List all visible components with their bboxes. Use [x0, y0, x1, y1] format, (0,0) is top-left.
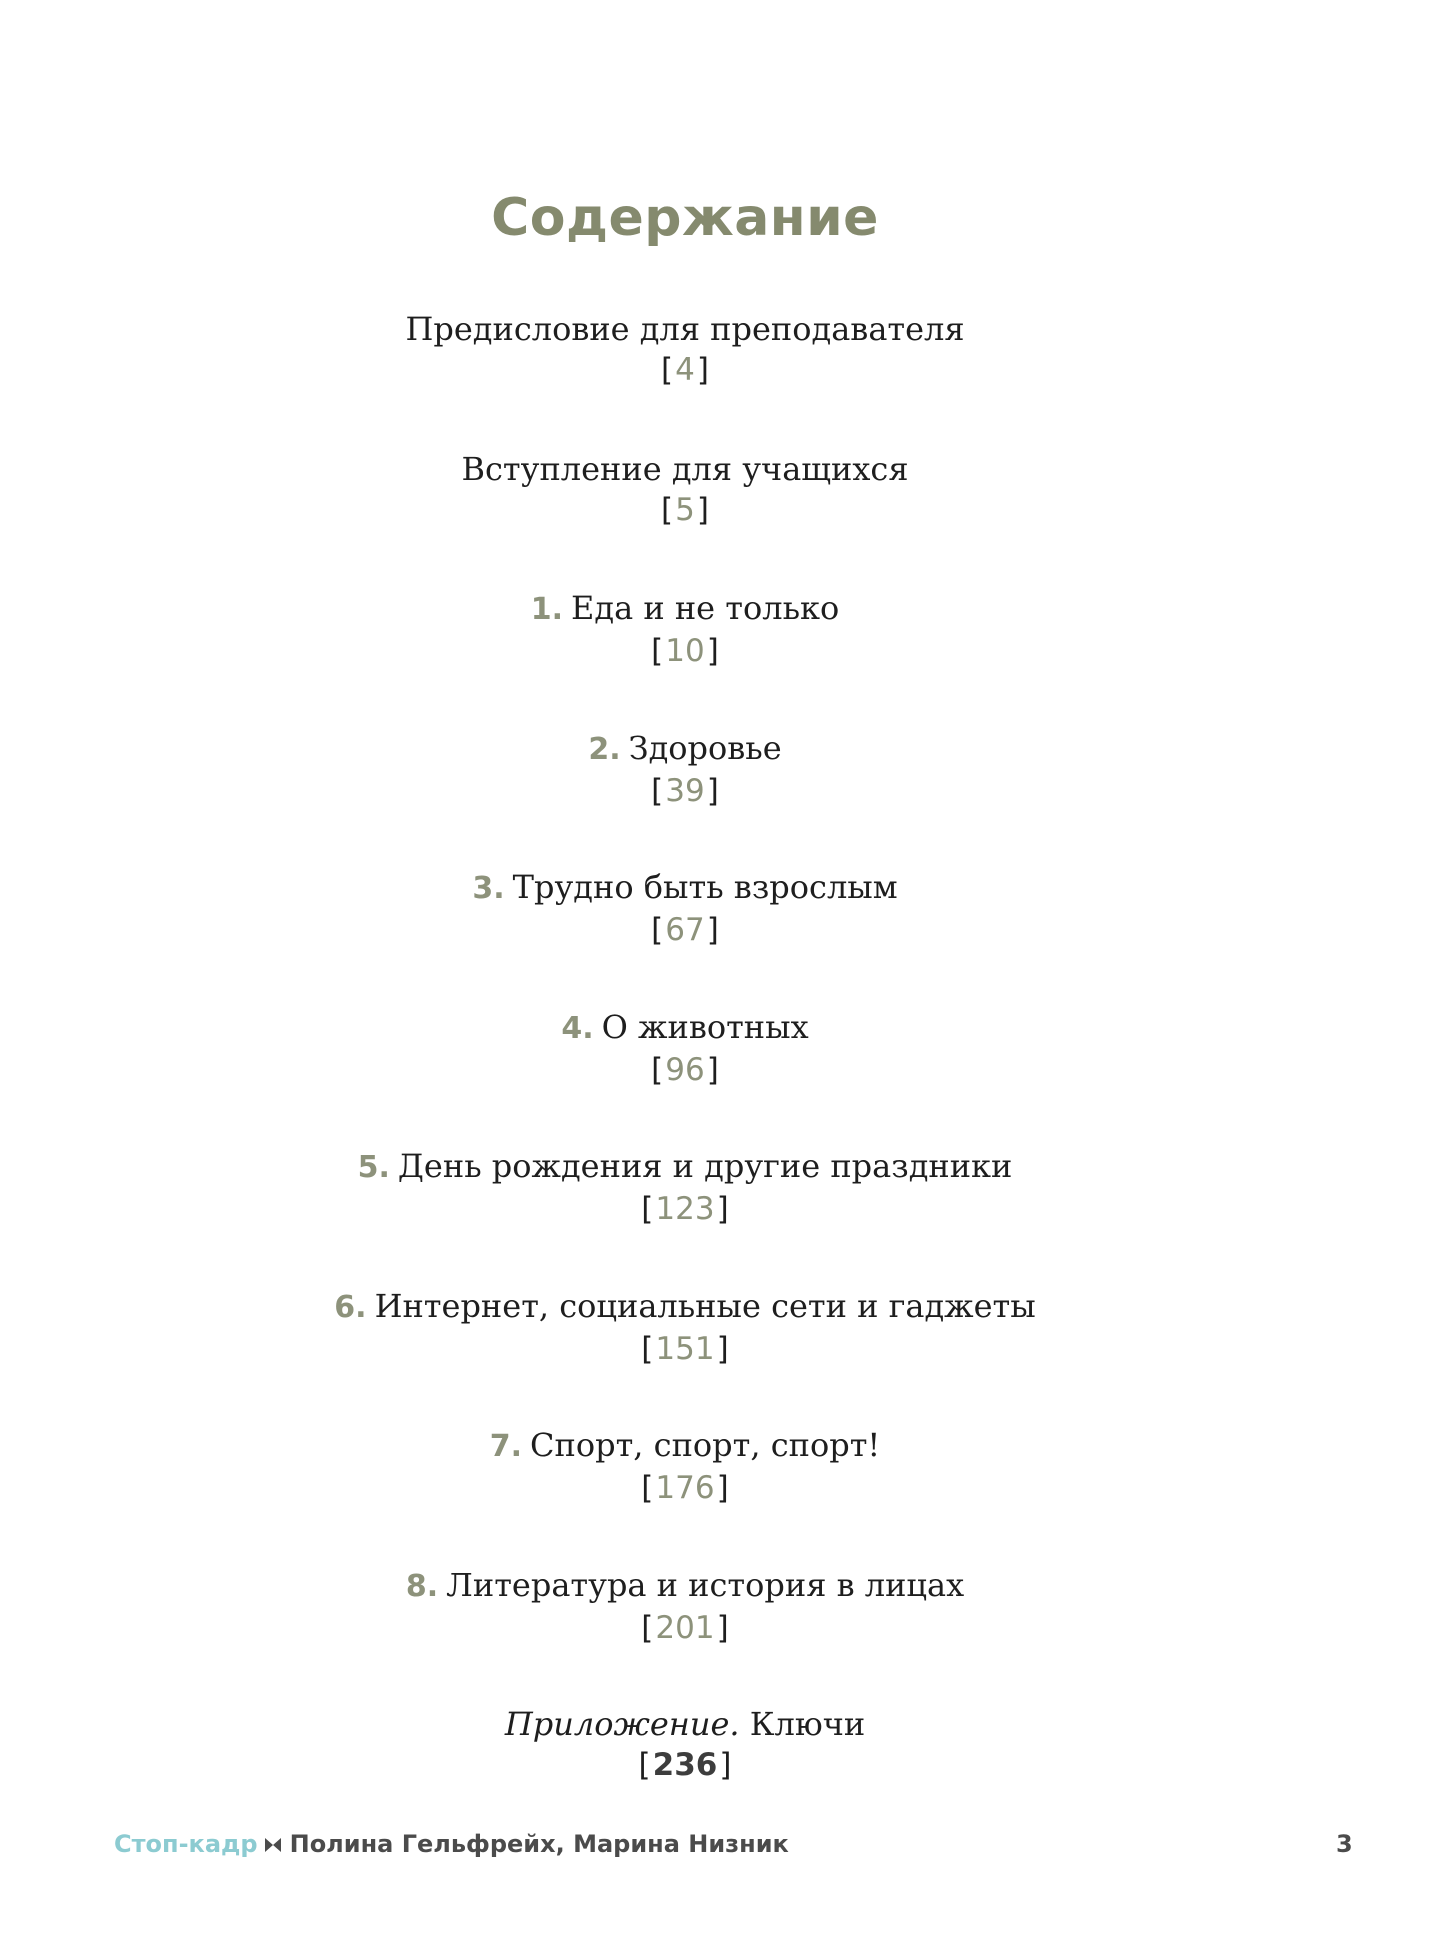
toc-entry-title [0, 587, 1370, 631]
toc-entry-page: [176] [641, 1470, 729, 1506]
chapter-number: 5. [357, 1150, 390, 1185]
chapter-number: 2. [588, 731, 621, 767]
toc-entry-page: [236] [638, 1747, 732, 1783]
toc-page-number: 67 [665, 912, 705, 948]
toc-entry-title [0, 727, 1370, 771]
toc-entry-title [0, 1145, 1370, 1189]
toc-entry-chapter-3 [0, 866, 1370, 1006]
toc-entry-title [0, 448, 1370, 490]
toc-entry-title [0, 1703, 1370, 1745]
toc-entry-title-text: Предисловие для преподавателя [405, 310, 965, 348]
toc-entry-chapter-4 [0, 1006, 1370, 1146]
toc-entry-title-text: О животных [601, 1007, 809, 1046]
toc-entry-title [0, 308, 1370, 350]
toc-entry-preface [0, 308, 1370, 448]
toc-entry-title-text: День рождения и другие праздники [397, 1147, 1013, 1185]
toc-entry-page: [96] [651, 1051, 719, 1088]
toc-entry-title-text: Вступление для учащихся [461, 449, 909, 488]
toc-entry-chapter-1 [0, 587, 1370, 727]
toc-entry-title [0, 1006, 1370, 1050]
table-of-contents [0, 308, 1370, 1843]
toc-entry-title-text: Ключи [749, 1705, 866, 1743]
toc-entry-chapter-2 [0, 727, 1370, 867]
toc-page-number: 151 [655, 1330, 715, 1367]
series-title: Стоп-кадр [114, 1830, 258, 1858]
toc-entry-appendix [0, 1703, 1370, 1843]
chapter-number: 1. [530, 592, 564, 627]
appendix-label: Приложение. [504, 1705, 740, 1743]
toc-entry-introduction [0, 448, 1370, 588]
toc-entry-title-text: Литература и история в лицах [446, 1565, 965, 1604]
toc-page-number: 123 [655, 1191, 715, 1227]
chapter-number: 7. [489, 1429, 523, 1464]
toc-page-number: 236 [652, 1747, 718, 1783]
toc-entry-chapter-6 [0, 1285, 1370, 1425]
toc-entry-title-text: Спорт, спорт, спорт! [530, 1426, 881, 1464]
toc-entry-title [0, 1424, 1370, 1468]
page-number: 3 [1336, 1830, 1353, 1858]
toc-entry-title-text: Здоровье [628, 728, 782, 767]
chapter-number: 8. [405, 1568, 439, 1604]
toc-entry-chapter-8 [0, 1564, 1370, 1704]
chapter-number: 6. [334, 1289, 367, 1325]
running-footer [114, 1830, 789, 1858]
authors: Полина Гельфрейх, Марина Низник [289, 1830, 789, 1858]
toc-entry-title-text: Еда и не только [571, 589, 840, 627]
toc-page-number: 39 [665, 772, 705, 809]
page-title: Содержание [491, 188, 879, 248]
toc-entry-chapter-7 [0, 1424, 1370, 1564]
toc-page-number: 10 [665, 633, 705, 669]
toc-entry-page: [201] [641, 1609, 729, 1646]
bowtie-icon [264, 1830, 282, 1858]
toc-entry-title-text: Интернет, социальные сети и гаджеты [374, 1286, 1036, 1325]
toc-entry-page: [5] [661, 491, 709, 528]
toc-entry-page: [4] [661, 352, 709, 388]
toc-entry-page: [39] [651, 772, 719, 809]
toc-entry-page: [10] [651, 633, 719, 669]
toc-entry-title [0, 1285, 1370, 1329]
toc-entry-page: [67] [651, 912, 719, 948]
chapter-number: 4. [561, 1010, 594, 1046]
toc-page-number: 4 [675, 352, 695, 388]
toc-entry-chapter-5 [0, 1145, 1370, 1285]
toc-page-number: 201 [655, 1609, 715, 1646]
toc-entry-page: [151] [641, 1330, 729, 1367]
toc-entry-page: [123] [641, 1191, 729, 1227]
chapter-number: 3. [472, 871, 505, 906]
toc-entry-title-text: Трудно быть взрослым [512, 868, 898, 906]
toc-entry-title [0, 1564, 1370, 1608]
toc-page-number: 96 [665, 1051, 705, 1088]
toc-page-number: 176 [655, 1470, 715, 1506]
toc-entry-title [0, 866, 1370, 910]
toc-page-number: 5 [675, 491, 695, 528]
